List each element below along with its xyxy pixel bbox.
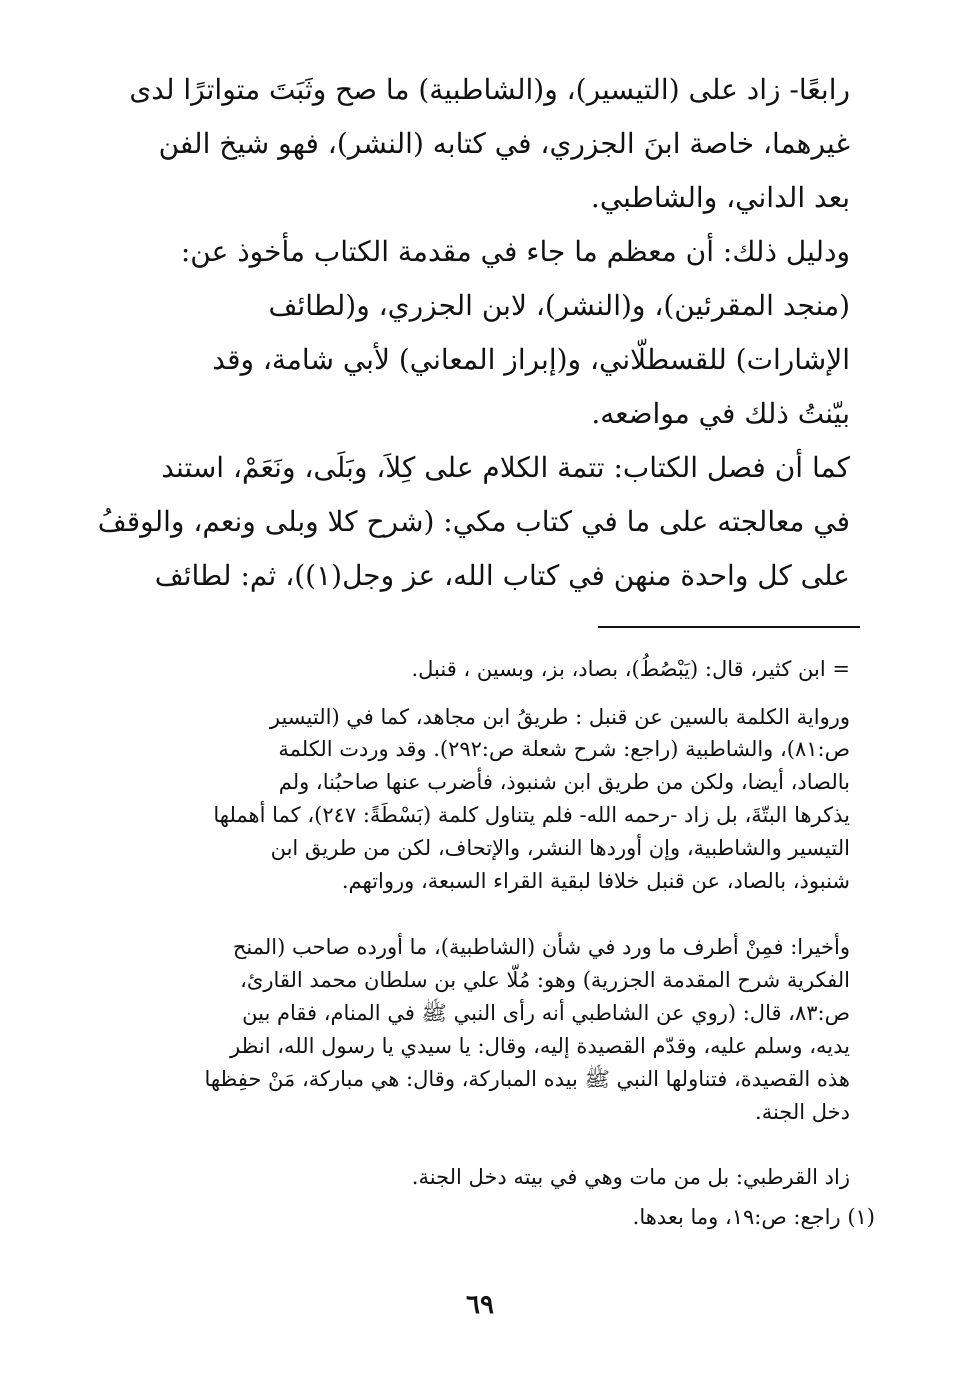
footnote-line: يديه، وسلم عليه، وقدّم القصيدة إليه، وقال: يا سيدي يا رسول الله، انظر <box>230 1034 850 1058</box>
main-text-line: بعد الداني، والشاطبي. <box>590 181 850 214</box>
footnote-line: زاد القرطبي: بل من مات وهي في بيته دخل الجنة. <box>411 1165 850 1189</box>
footnote-line: = ابن كثير، قال: (يَبْصُطُ)، بصاد، بز، وبسين ، قنبل. <box>411 657 850 681</box>
main-text-line: ودليل ذلك: أن معظم ما جاء في مقدمة الكتاب مأخوذ عن: <box>180 235 850 268</box>
footnote-line: ورواية الكلمة بالسين عن قنبل : طريقُ ابن مجاهد، كما في (التيسير <box>269 705 850 729</box>
main-text-line: بيّنتُ ذلك في مواضعه. <box>591 397 850 430</box>
footnote-line: ص:٨١)، والشاطبية (راجع: شرح شعلة ص:٢٩٢). وقد وردت الكلمة <box>278 737 850 761</box>
footnote-line: شنبوذ، بالصاد، عن قنبل خلافا لبقية القراء السبعة، ورواتهم. <box>341 869 850 893</box>
footnote-line: يذكرها البتّةَ، بل زاد -رحمه الله- فلم يتناول كلمة (بَسْطَةً: ٢٤٧)، كما أهملها <box>213 803 850 827</box>
page-number: ٦٩ <box>466 1290 494 1320</box>
footnote-line: الفكرية شرح المقدمة الجزرية) وهو: مُلّا علي بن سلطان محمد القارئ، <box>240 968 850 992</box>
footnote-line: التيسير والشاطبية، وإن أوردها النشر، والإتحاف، لكن من طريق ابن <box>270 836 850 860</box>
main-text-line: في معالجته على ما في كتاب مكي: (شرح كلا وبلى ونعم، والوقفُ <box>97 505 850 538</box>
footnote-line: وأخيرا: فمِنْ أطرف ما ورد في شأن (الشاطبية)، ما أورده صاحب (المنح <box>232 935 850 959</box>
footnote-line: دخل الجنة. <box>755 1100 850 1124</box>
main-text-line: الإشارات) للقسطلّاني، و(إبراز المعاني) لأبي شامة، وقد <box>212 343 850 376</box>
main-text-line: غيرهما، خاصة ابنَ الجزري، في كتابه (النشر)، فهو شيخ الفن <box>158 127 850 160</box>
main-text-line: رابعًا- زاد على (التيسير)، و(الشاطبية) ما صح وثَبَتَ متواترًا لدى <box>129 73 850 106</box>
footnote-line: ص:٨٣، قال: (روي عن الشاطبي أنه رأى النبي ﷺ في المنام، فقام بين <box>242 1001 850 1025</box>
footnote-line: هذه القصيدة، فتناولها النبي ﷺ بيده المباركة، وقال: هي مباركة، مَنْ حفِظها <box>204 1067 850 1091</box>
footnote-line: بالصاد، أيضا، ولكن من طريق ابن شنبوذ، فأضرب عنها صاحبُنا، ولم <box>278 770 850 794</box>
main-text-line: كما أن فصل الكتاب: تتمة الكلام على كِلاَ، وبَلَى، ونَعَمْ، استند <box>161 451 850 484</box>
main-text-line: على كل واحدة منهن في كتاب الله، عز وجل(١))، ثم: لطائف <box>154 559 850 592</box>
footnote-separator <box>598 626 860 628</box>
footnote-reference: (١) راجع: ص:١٩، وما بعدها. <box>632 1205 875 1229</box>
main-text-line: (منجد المقرئين)، و(النشر)، لابن الجزري، و(لطائف <box>268 289 850 322</box>
